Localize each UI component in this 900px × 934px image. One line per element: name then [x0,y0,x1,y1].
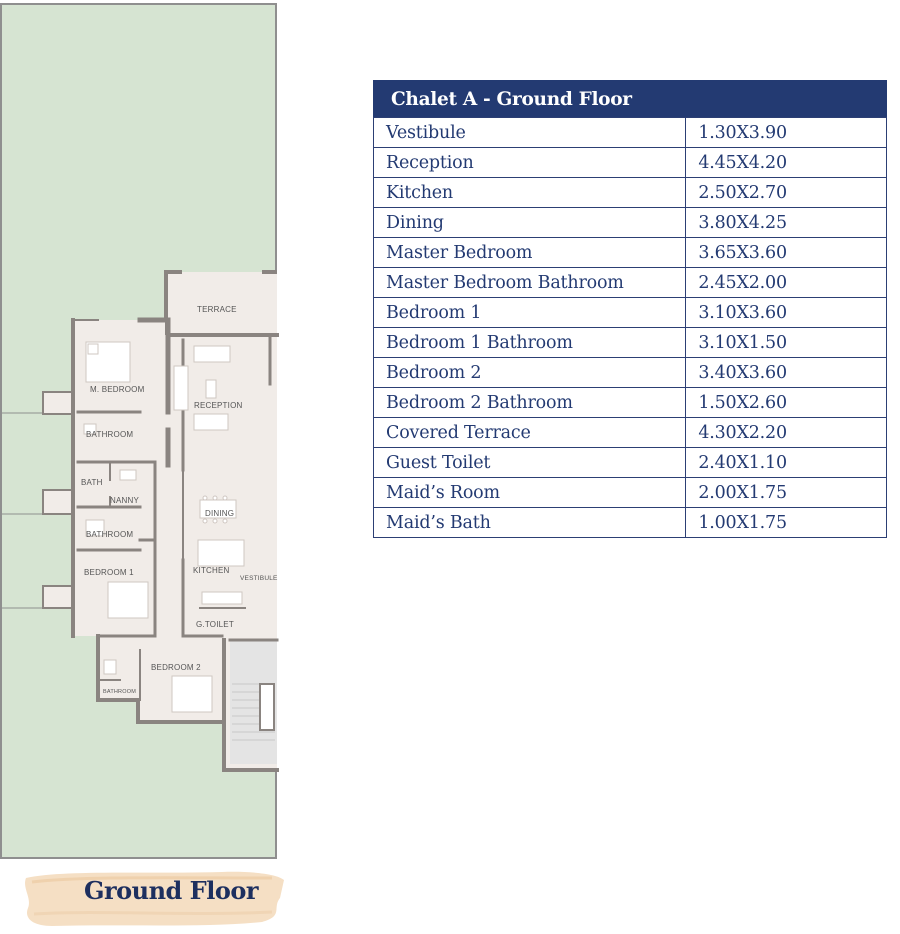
room-size-cell: 2.50X2.70 [686,178,887,208]
room-size-cell: 3.10X1.50 [686,328,887,358]
room-name-cell: Bedroom 2 [374,358,686,388]
table-row [374,118,887,148]
room-name-cell: Bedroom 2 Bathroom [374,388,686,418]
room-label-bath: BATH [81,478,103,487]
table-row [374,268,887,298]
table-title: Chalet A - Ground Floor [373,80,887,117]
room-size-cell: 1.00X1.75 [686,508,887,538]
floor-plan [0,0,280,934]
room-name-cell: Maid’s Room [374,478,686,508]
room-name-cell: Master Bedroom [374,238,686,268]
room-size-cell: 3.10X3.60 [686,298,887,328]
room-size-cell: 2.00X1.75 [686,478,887,508]
table-body [373,117,887,538]
room-name-cell: Bedroom 1 Bathroom [374,328,686,358]
room-label-vestibule: VESTIBULE [240,575,278,582]
room-label-dining: DINING [205,509,235,518]
room-label-bedroom-2: BEDROOM 2 [151,663,201,672]
floor-caption: Ground Floor [84,876,258,905]
room-label-bathroom: BATHROOM [86,430,134,439]
stair-core [260,684,274,730]
room-label-g-toilet: G.TOILET [196,620,234,629]
room-name-cell: Master Bedroom Bathroom [374,268,686,298]
table-row [374,478,887,508]
room-size-cell: 4.45X4.20 [686,148,887,178]
table-row [374,238,887,268]
table-row [374,388,887,418]
room-name-cell: Kitchen [374,178,686,208]
table-row [374,208,887,238]
terrace-area [165,272,277,335]
room-size-cell: 3.40X3.60 [686,358,887,388]
table-row [374,298,887,328]
table-row [374,448,887,478]
table-row [374,148,887,178]
room-label-reception: RECEPTION [194,401,243,410]
planter [43,586,73,608]
planter [43,490,73,514]
room-label-bathroom: BATHROOM [103,689,136,695]
room-label-bedroom-1: BEDROOM 1 [84,568,134,577]
room-size-cell: 2.45X2.00 [686,268,887,298]
room-name-cell: Reception [374,148,686,178]
table-row [374,358,887,388]
room-size-cell: 2.40X1.10 [686,448,887,478]
room-label-nanny: NANNY [110,496,140,505]
room-label-bathroom: BATHROOM [86,530,134,539]
room-name-cell: Covered Terrace [374,418,686,448]
room-name-cell: Guest Toilet [374,448,686,478]
room-label-m-bedroom: M. BEDROOM [90,385,145,394]
table-row [374,328,887,358]
room-size-cell: 1.50X2.60 [686,388,887,418]
room-label-terrace: TERRACE [197,305,237,314]
room-name-cell: Maid’s Bath [374,508,686,538]
table-row [374,178,887,208]
room-size-cell: 3.65X3.60 [686,238,887,268]
room-label-kitchen: KITCHEN [193,566,230,575]
room-size-table [373,80,887,538]
room-name-cell: Bedroom 1 [374,298,686,328]
table-row [374,508,887,538]
room-name-cell: Dining [374,208,686,238]
room-size-cell: 1.30X3.90 [686,118,887,148]
room-size-cell: 3.80X4.25 [686,208,887,238]
room-size-cell: 4.30X2.20 [686,418,887,448]
room-name-cell: Vestibule [374,118,686,148]
table-row [374,418,887,448]
planter [43,392,73,414]
